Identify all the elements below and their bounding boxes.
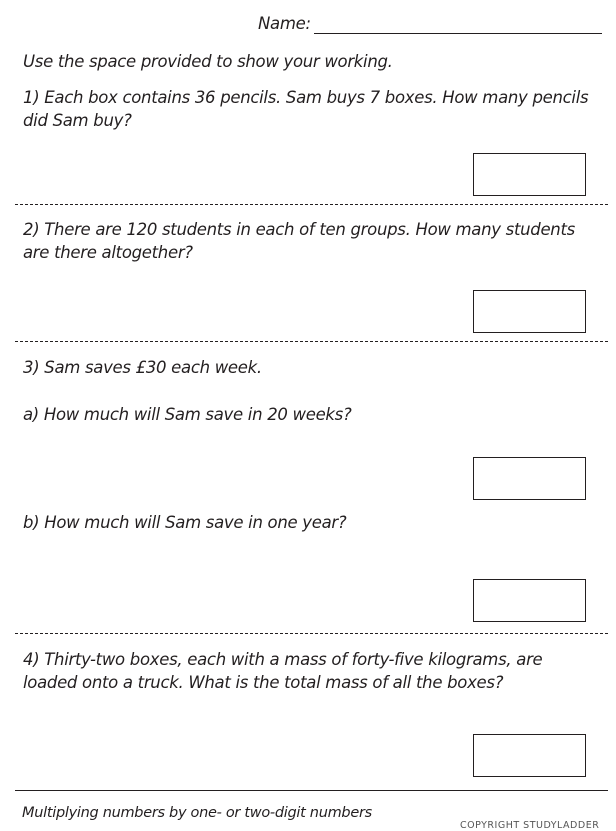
dashed-divider [15, 341, 608, 342]
answer-box-3b[interactable] [473, 579, 586, 622]
answer-box-1[interactable] [473, 153, 586, 196]
dashed-divider [15, 204, 608, 205]
name-label: Name: [258, 14, 311, 33]
dashed-divider [15, 633, 608, 634]
question-3a: a) How much will Sam save in 20 weeks? [23, 405, 352, 424]
copyright-text: COPYRIGHT STUDYLADDER [460, 820, 600, 831]
instructions: Use the space provided to show your working. [23, 52, 393, 71]
question-1: 1) Each box contains 36 pencils. Sam buys 7 boxes. How many pencils did Sam buy? [23, 88, 589, 130]
question-3: 3) Sam saves £30 each week. [23, 358, 262, 377]
footer-divider [15, 790, 608, 791]
footer-title: Multiplying numbers by one- or two-digit numbers [22, 805, 372, 821]
question-3b: b) How much will Sam save in one year? [23, 513, 347, 532]
answer-box-4[interactable] [473, 734, 586, 777]
question-2: 2) There are 120 students in each of ten groups. How many students are there altogether? [23, 220, 575, 262]
answer-box-2[interactable] [473, 290, 586, 333]
name-input-line[interactable] [314, 33, 602, 34]
question-4: 4) Thirty-two boxes, each with a mass of forty-five kilograms, are loaded onto a truck. What is the total mass of all the boxes? [23, 650, 543, 692]
answer-box-3a[interactable] [473, 457, 586, 500]
